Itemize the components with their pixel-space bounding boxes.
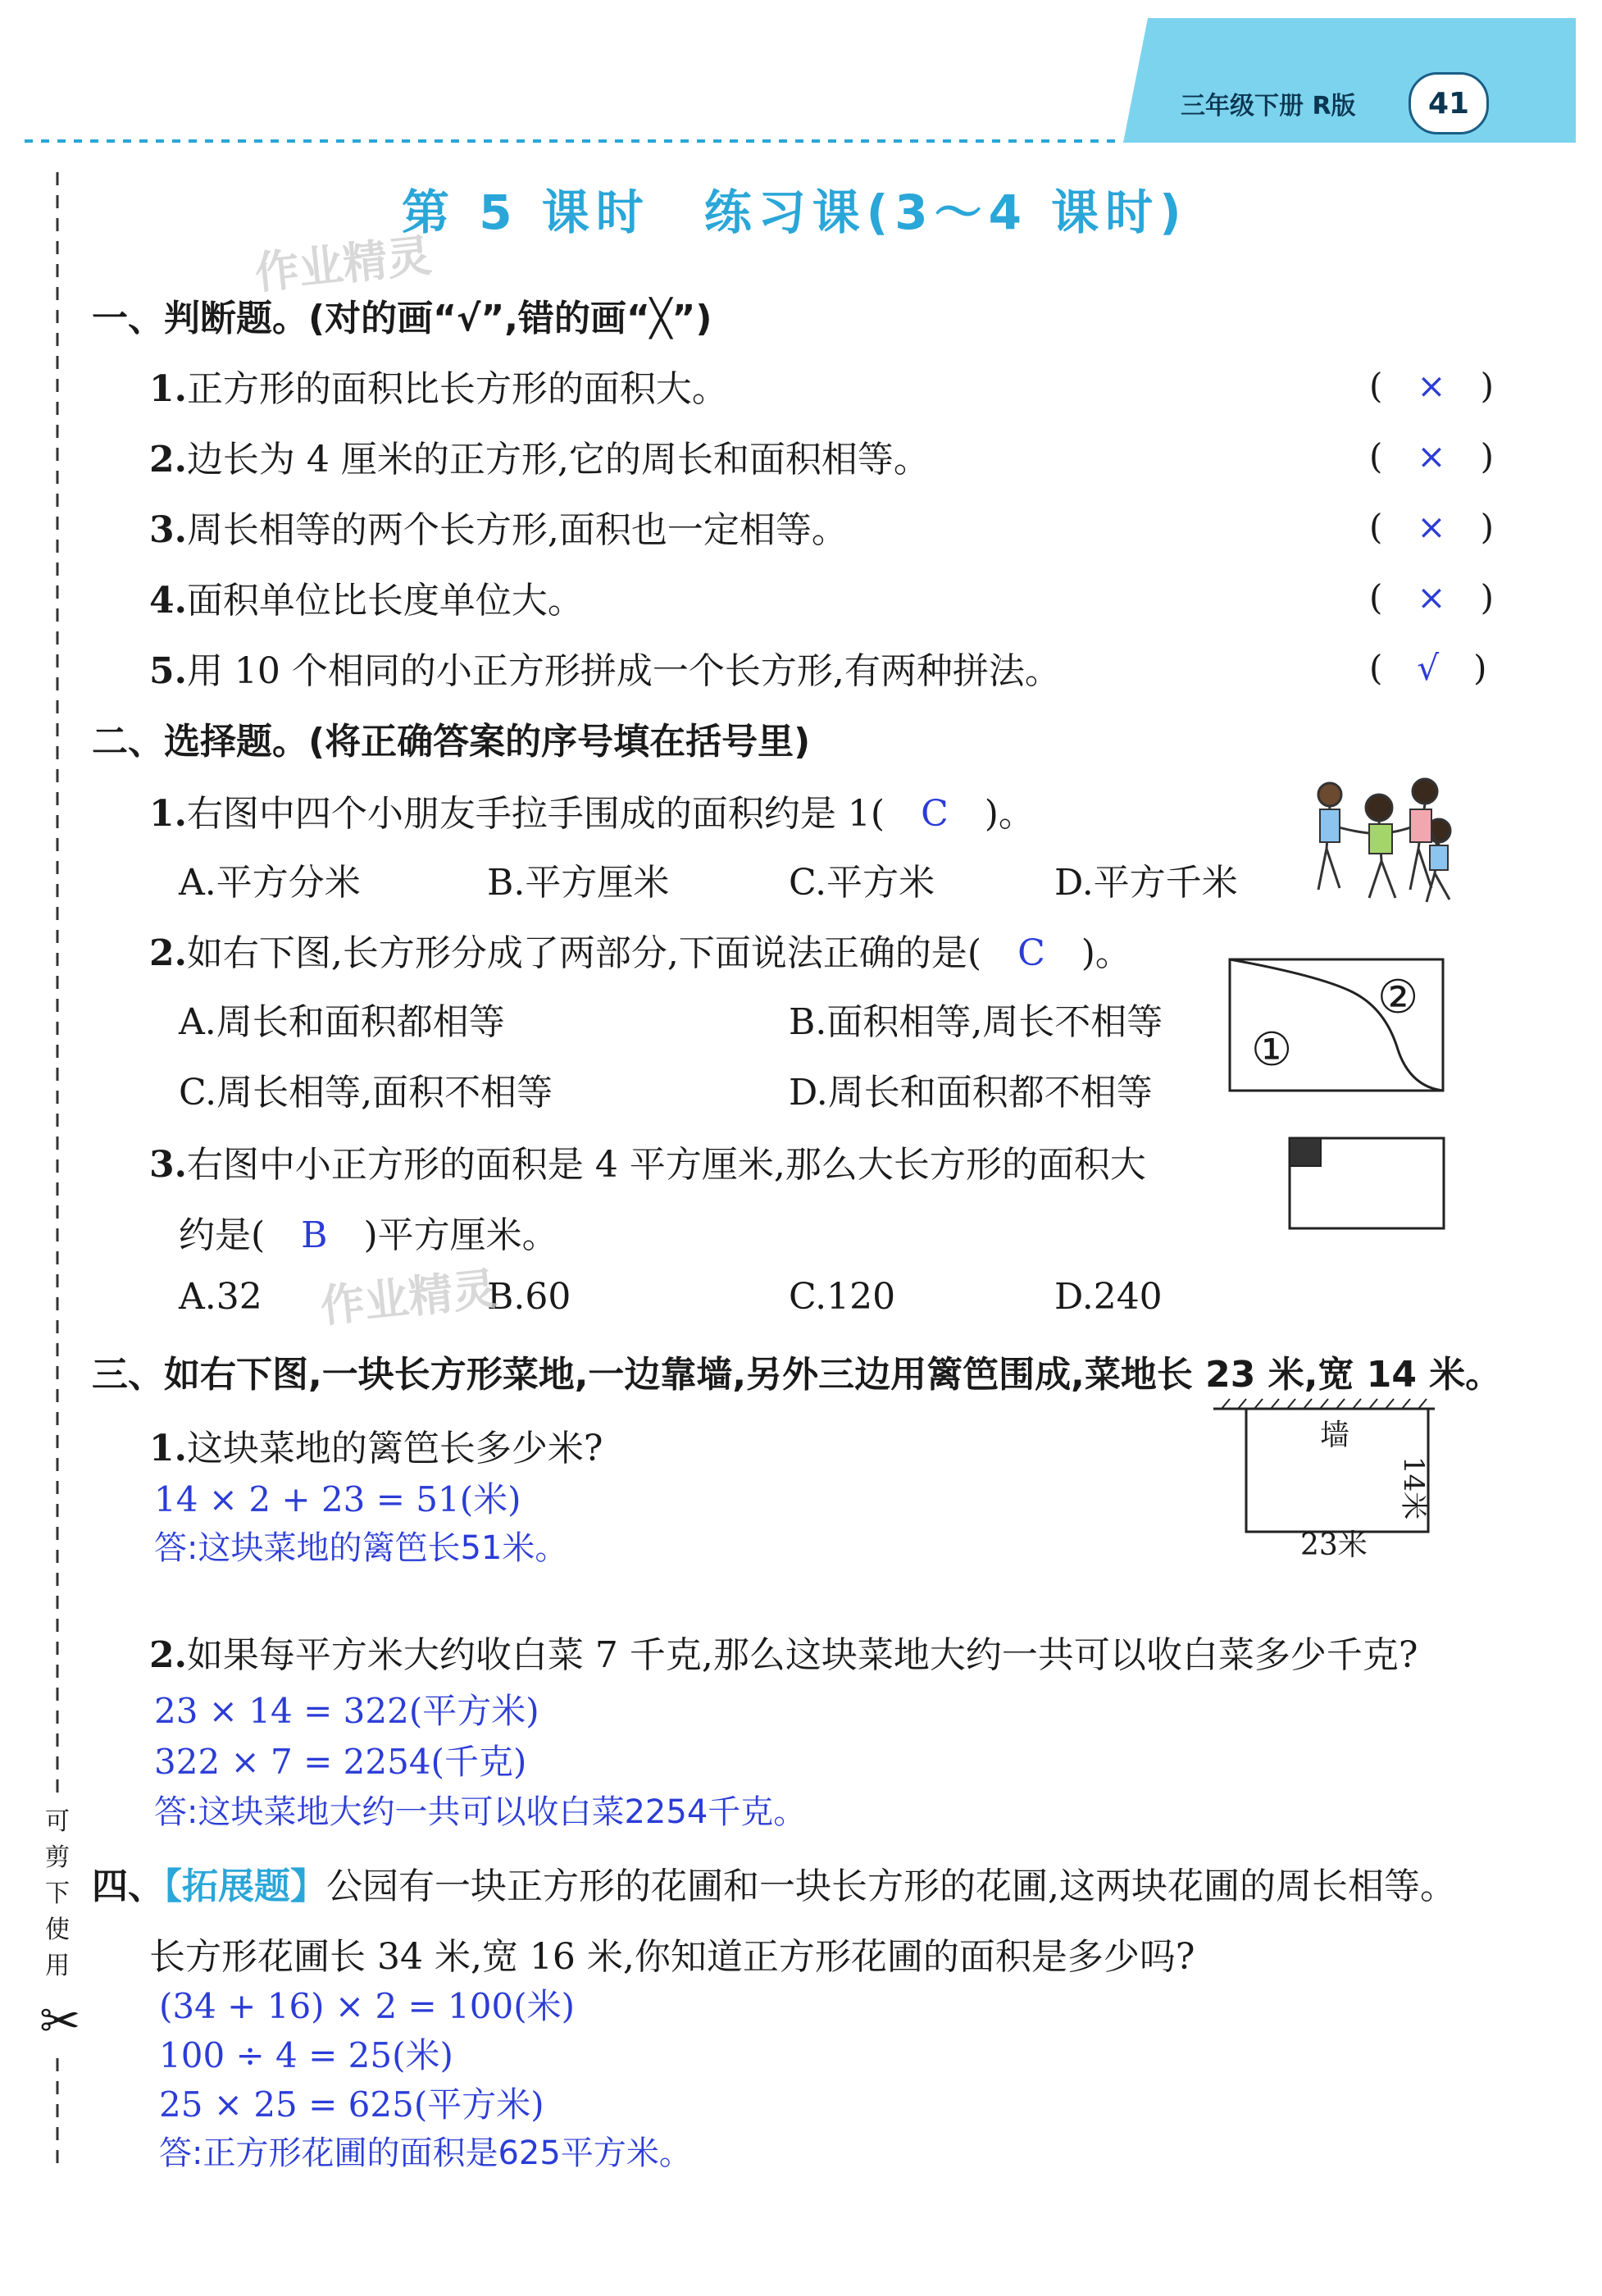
s2-q1: 1.右图中四个小朋友手拉手围成的面积约是 1( C )。 bbox=[149, 793, 1035, 835]
s2-q1-option-a: A.平方分米 bbox=[179, 862, 361, 904]
s2-q3-option-d: D.240 bbox=[1054, 1276, 1163, 1318]
s1-q4: 4.面积单位比长度单位大。 bbox=[149, 580, 584, 622]
s2-q1-option-c: C.平方米 bbox=[789, 862, 935, 904]
s3-q1-answer: 答:这块菜地的篱笆长51米。 bbox=[154, 1529, 568, 1567]
watermark-2: 作业精灵 bbox=[317, 1262, 500, 1333]
s1-q4-paren: ( × ) bbox=[1369, 577, 1494, 617]
s2-q2-option-b: B.面积相等,周长不相等 bbox=[789, 1001, 1163, 1043]
s1-q3: 3.周长相等的两个长方形,面积也一定相等。 bbox=[149, 509, 848, 551]
header-dotted-rule bbox=[25, 123, 1140, 148]
s3-q1: 1.这块菜地的篱笆长多少米? bbox=[149, 1428, 603, 1469]
s3-q2-work-1: 23 × 14 = 322(平方米) bbox=[154, 1691, 539, 1731]
grade-tag: 三年级下册 R版 bbox=[1181, 92, 1356, 121]
s1-q5-paren: ( √ ) bbox=[1369, 648, 1487, 688]
s2-q3-line1: 3.右图中小正方形的面积是 4 平方厘米,那么大长方形的面积大 bbox=[149, 1144, 1146, 1186]
wall-label: 墙 bbox=[1320, 1419, 1350, 1452]
s2-q1-option-d: D.平方千米 bbox=[1054, 862, 1238, 904]
s2-q2-option-c: C.周长相等,面积不相等 bbox=[179, 1072, 553, 1114]
s4-answer: 答:正方形花圃的面积是625平方米。 bbox=[159, 2134, 692, 2172]
children-illustration bbox=[1304, 767, 1459, 906]
width-label: 14米 bbox=[1397, 1456, 1430, 1520]
s1-q5: 5.用 10 个相同的小正方形拼成一个长方形,有两种拼法。 bbox=[149, 650, 1061, 692]
header-band bbox=[1123, 18, 1576, 143]
section4-line1: 四、【拓展题】公园有一块正方形的花圃和一块长方形的花圃,这两块花圃的周长相等。 bbox=[92, 1866, 1456, 1907]
small-square-figure bbox=[1283, 1132, 1451, 1234]
s2-q3-option-b: B.60 bbox=[487, 1276, 571, 1318]
s2-q3-option-c: C.120 bbox=[789, 1276, 896, 1318]
watermark: 作业精灵 bbox=[252, 229, 435, 300]
s3-q1-work: 14 × 2 + 23 = 51(米) bbox=[154, 1479, 521, 1519]
page-number: 41 bbox=[1409, 72, 1489, 134]
s3-q2: 2.如果每平方米大约收白菜 7 千克,那么这块菜地大约一共可以收白菜多少千克? bbox=[149, 1634, 1418, 1676]
s1-q1: 1.正方形的面积比长方形的面积大。 bbox=[149, 368, 728, 410]
s2-q2-option-d: D.周长和面积都不相等 bbox=[789, 1072, 1153, 1114]
page-title: 第 5 课时 练习课(3～4 课时) bbox=[402, 184, 1188, 240]
s2-q3-option-a: A.32 bbox=[179, 1276, 262, 1318]
s2-q2-option-a: A.周长和面积都相等 bbox=[179, 1001, 505, 1043]
s1-q1-paren: ( × ) bbox=[1369, 366, 1494, 406]
section3-heading: 三、如右下图,一块长方形菜地,一边靠墙,另外三边用篱笆围成,菜地长 23 米,宽 14 米。 bbox=[92, 1354, 1502, 1396]
section2-heading: 二、选择题。(将正确答案的序号填在括号里) bbox=[92, 721, 811, 763]
length-label: 23米 bbox=[1300, 1528, 1368, 1562]
section1-heading: 一、判断题。(对的画“√”,错的画“╳”) bbox=[92, 298, 712, 339]
s1-q2-paren: ( × ) bbox=[1369, 436, 1494, 476]
s1-q2: 2.边长为 4 厘米的正方形,它的周长和面积相等。 bbox=[149, 439, 930, 481]
region-1-label: ① bbox=[1251, 1023, 1293, 1077]
s2-q2: 2.如右下图,长方形分成了两部分,下面说法正确的是( C )。 bbox=[149, 932, 1131, 974]
section4-line2: 长方形花圃长 34 米,宽 16 米,你知道正方形花圃的面积是多少吗? bbox=[149, 1936, 1195, 1978]
s4-work-3: 25 × 25 = 625(平方米) bbox=[159, 2084, 544, 2125]
s4-work-1: (34 + 16) × 2 = 100(米) bbox=[159, 1986, 575, 2026]
scissors-icon: ✂ bbox=[39, 1993, 81, 2050]
s3-q2-work-2: 322 × 7 = 2254(千克) bbox=[154, 1742, 527, 1782]
s3-q2-answer: 答:这块菜地大约一共可以收白菜2254千克。 bbox=[154, 1793, 807, 1831]
s2-q3-line2: 约是( B )平方厘米。 bbox=[179, 1214, 558, 1256]
s2-q1-option-b: B.平方厘米 bbox=[487, 862, 670, 904]
s4-work-2: 100 ÷ 4 = 25(米) bbox=[159, 2035, 453, 2075]
region-2-label: ② bbox=[1377, 971, 1419, 1024]
cut-hint-text: 可剪下使用 bbox=[45, 1807, 70, 1980]
s1-q3-paren: ( × ) bbox=[1369, 507, 1494, 547]
